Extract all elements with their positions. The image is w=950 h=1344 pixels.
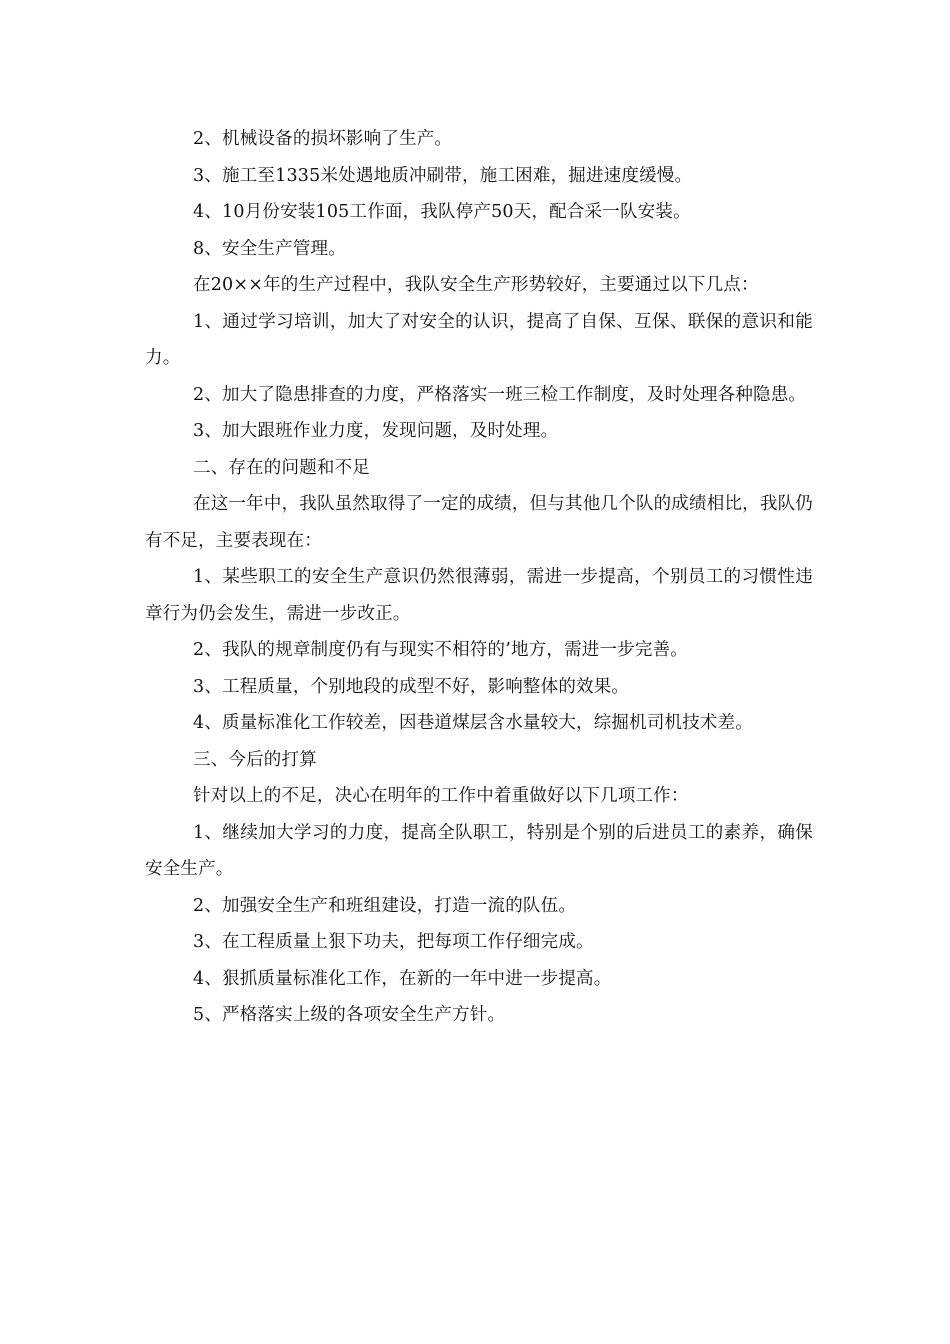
section-heading-plans: 三、今后的打算 — [193, 749, 317, 770]
paragraph-safety-management-heading: 8、安全生产管理。 — [193, 238, 346, 259]
paragraph-problem-safety-awareness: 1、某些职工的安全生产意识仍然很薄弱，需进一步提高，个别员工的习惯性违章行为仍会发生，需进一步改正。 — [145, 567, 813, 624]
paragraph-problem-quality: 3、工程质量，个别地段的成型不好，影响整体的效果。 — [193, 676, 630, 697]
paragraph-shift-supervision: 3、加大跟班作业力度，发现问题，及时处理。 — [193, 421, 559, 441]
section-heading-problems: 二、存在的问题和不足 — [193, 457, 370, 478]
document-body — [145, 121, 813, 1034]
paragraph-geology-difficulty: 3、施工至1335米处遇地质冲刷带，施工困难，掘进速度缓慢。 — [193, 165, 693, 186]
paragraph-plan-learning: 1、继续加大学习的力度，提高全队职工，特别是个别的后进员工的素养，确保安全生产。 — [145, 822, 813, 879]
paragraph-plan-team-building: 2、加强安全生产和班组建设，打造一流的队伍。 — [193, 895, 577, 916]
paragraph-safety-training: 1、通过学习培训，加大了对安全的认识，提高了自保、互保、联保的意识和能力。 — [145, 311, 813, 368]
paragraph-hazard-inspection: 2、加大了隐患排查的力度，严格落实一班三检工作制度，及时处理各种隐患。 — [193, 384, 807, 405]
paragraph-plan-quality: 3、在工程质量上狠下功夫，把每项工作仔细完成。 — [193, 932, 594, 952]
paragraph-plan-policy: 5、严格落实上级的各项安全生产方针。 — [193, 1005, 506, 1025]
paragraph-problem-regulations: 2、我队的规章制度仍有与现实不相符的’地方，需进一步完善。 — [193, 640, 688, 660]
paragraph-plans-intro: 针对以上的不足，决心在明年的工作中着重做好以下几项工作： — [193, 786, 689, 806]
paragraph-problems-intro: 在这一年中，我队虽然取得了一定的成绩，但与其他几个队的成绩相比，我队仍有不足，主要表现在： — [145, 494, 813, 551]
paragraph-problem-standardization: 4、质量标准化工作较差，因巷道煤层含水量较大，综掘机司机技术差。 — [193, 713, 754, 733]
paragraph-equipment-damage: 2、机械设备的损坏影响了生产。 — [193, 129, 453, 149]
paragraph-workface-installation: 4、10月份安装105工作面，我队停产50天，配合采一队安装。 — [193, 202, 691, 222]
paragraph-safety-intro: 在20××年的生产过程中，我队安全生产形势较好，主要通过以下几点： — [193, 275, 759, 295]
paragraph-plan-standardization: 4、狠抓质量标准化工作，在新的一年中进一步提高。 — [193, 968, 612, 989]
